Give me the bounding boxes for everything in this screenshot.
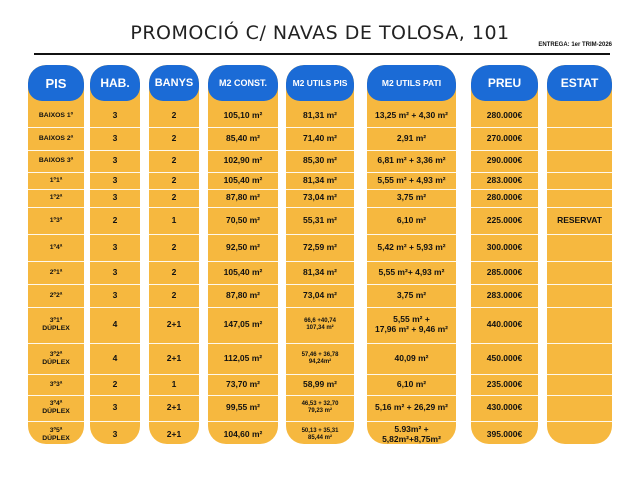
column-banys xyxy=(149,65,199,444)
cell-pis: BAIXOS 3ª xyxy=(38,157,74,165)
cell-m2pati: 6,81 m² + 3,36 m² xyxy=(377,155,446,166)
cell-pis: 2º2ª xyxy=(49,291,63,299)
cell-m2utils: 46,53 + 32,70 79,23 m² xyxy=(301,401,339,414)
cell-m2pati: 5,55 m² + 17,96 m² + 9,46 m² xyxy=(374,314,448,334)
cell-m2pati: 5,42 m² + 5,93 m² xyxy=(377,241,446,252)
cell-preu: 440.000€ xyxy=(486,319,523,330)
cell-m2utils: 73,04 m² xyxy=(302,192,338,203)
cell-m2const: 102,90 m² xyxy=(223,155,263,166)
cell-estat: RESERVAT xyxy=(557,214,602,225)
cell-preu: 430.000€ xyxy=(486,402,523,413)
cell-estat xyxy=(547,374,612,395)
cell-hab: 4 xyxy=(112,319,118,330)
cell-hab: 2 xyxy=(112,214,118,225)
cell-estat xyxy=(547,307,612,343)
cell-preu: 283.000€ xyxy=(486,174,523,185)
cell-hab: 3 xyxy=(112,132,118,143)
cell-m2const: 105,40 m² xyxy=(223,174,263,185)
cell-pis: BAIXOS 2ª xyxy=(38,134,74,142)
cell-banys: 2+1 xyxy=(166,402,182,413)
cell-pis: 1º4ª xyxy=(49,243,63,251)
cell-estat xyxy=(547,395,612,421)
cell-m2utils: 81,34 m² xyxy=(302,174,338,185)
cell-m2pati: 5.93m² + 5,82m²+8,75m² xyxy=(382,423,441,444)
title-underline xyxy=(34,53,610,55)
cell-m2utils: 57,46 + 36,78 94,24m² xyxy=(301,351,339,365)
cell-banys: 2 xyxy=(171,289,177,300)
cell-m2pati: 6,10 m² xyxy=(396,378,427,389)
cell-preu: 270.000€ xyxy=(486,132,523,143)
cell-m2const: 99,55 m² xyxy=(225,402,261,413)
cell-pis: 3º1ª DÚPLEX xyxy=(42,317,70,332)
cell-m2utils: 72,59 m² xyxy=(302,241,338,252)
cell-hab: 2 xyxy=(112,378,118,389)
cell-preu: 280.000€ xyxy=(486,192,523,203)
cell-estat xyxy=(547,261,612,284)
column-header-m2utils: M2 UTILS PIS xyxy=(286,65,354,101)
cell-estat xyxy=(547,172,612,189)
cell-hab: 4 xyxy=(112,352,118,363)
cell-pis: 3º4ª DÚPLEX xyxy=(42,400,70,415)
cell-m2utils: 71,40 m² xyxy=(302,132,338,143)
cell-preu: 280.000€ xyxy=(486,110,523,121)
cell-m2const: 87,80 m² xyxy=(225,192,261,203)
cell-pis: BAIXOS 1º xyxy=(38,112,74,120)
cell-estat xyxy=(547,343,612,374)
cell-banys: 2+1 xyxy=(166,352,182,363)
cell-banys: 2 xyxy=(171,192,177,203)
cell-estat xyxy=(547,105,612,127)
column-preu xyxy=(471,65,538,444)
cell-banys: 2 xyxy=(171,155,177,166)
cell-banys: 2+1 xyxy=(166,319,182,330)
delivery-date-label: ENTREGA: 1er TRIM-2026 xyxy=(538,42,612,48)
cell-m2const: 105,40 m² xyxy=(223,266,263,277)
column-header-hab: HAB. xyxy=(90,65,140,101)
column-header-banys: BANYS xyxy=(149,65,199,101)
cell-m2const: 147,05 m² xyxy=(223,319,263,330)
cell-m2pati: 3,75 m² xyxy=(396,289,427,300)
cell-m2const: 105,10 m² xyxy=(223,110,263,121)
column-header-m2const: M2 CONST. xyxy=(208,65,278,101)
cell-preu: 300.000€ xyxy=(486,241,523,252)
cell-m2utils: 73,04 m² xyxy=(302,289,338,300)
cell-banys: 2+1 xyxy=(166,428,182,439)
cell-m2pati: 3,75 m² xyxy=(396,192,427,203)
cell-banys: 2 xyxy=(171,266,177,277)
column-header-pis: PIS xyxy=(28,65,84,101)
cell-preu: 235.000€ xyxy=(486,378,523,389)
cell-estat xyxy=(547,234,612,261)
cell-estat xyxy=(547,150,612,172)
cell-estat xyxy=(547,284,612,307)
cell-hab: 3 xyxy=(112,174,118,185)
cell-estat xyxy=(547,127,612,150)
cell-preu: 225.000€ xyxy=(486,214,523,225)
cell-m2pati: 5,16 m² + 26,29 m² xyxy=(374,402,448,413)
cell-hab: 3 xyxy=(112,110,118,121)
cell-m2utils: 81,34 m² xyxy=(302,266,338,277)
cell-m2pati: 5,55 m² + 4,93 m² xyxy=(377,174,446,185)
cell-pis: 1º3ª xyxy=(49,216,63,224)
cell-hab: 3 xyxy=(112,155,118,166)
cell-m2const: 104,60 m² xyxy=(223,428,263,439)
cell-preu: 450.000€ xyxy=(486,352,523,363)
cell-m2utils: 81,31 m² xyxy=(302,110,338,121)
page-title: PROMOCIÓ C/ NAVAS DE TOLOSA, 101 xyxy=(130,22,510,44)
cell-banys: 1 xyxy=(171,378,177,389)
cell-estat xyxy=(547,421,612,444)
cell-hab: 3 xyxy=(112,266,118,277)
column-hab xyxy=(90,65,140,444)
cell-hab: 3 xyxy=(112,192,118,203)
cell-banys: 2 xyxy=(171,110,177,121)
cell-m2const: 92,50 m² xyxy=(225,241,261,252)
cell-pis: 3º5ª DÚPLEX xyxy=(42,426,70,442)
cell-pis: 1º2ª xyxy=(49,194,63,202)
column-m2utils xyxy=(286,65,354,444)
column-m2pati xyxy=(367,65,456,444)
cell-m2pati: 6,10 m² xyxy=(396,214,427,225)
column-m2const xyxy=(208,65,278,444)
column-header-estat: ESTAT xyxy=(547,65,612,101)
cell-m2pati: 2,91 m² xyxy=(396,132,427,143)
cell-preu: 290.000€ xyxy=(486,155,523,166)
cell-m2pati: 5,55 m²+ 4,93 m² xyxy=(378,266,445,277)
cell-preu: 285.000€ xyxy=(486,266,523,277)
cell-banys: 2 xyxy=(171,241,177,252)
cell-pis: 2º1ª xyxy=(49,268,63,276)
cell-m2utils: 55,31 m² xyxy=(302,214,338,225)
cell-m2const: 73,70 m² xyxy=(225,378,261,389)
cell-hab: 3 xyxy=(112,289,118,300)
cell-m2const: 112,05 m² xyxy=(223,352,263,363)
cell-banys: 2 xyxy=(171,132,177,143)
column-pis xyxy=(28,65,84,444)
cell-pis: 1º1ª xyxy=(49,176,63,184)
cell-m2const: 85,40 m² xyxy=(225,132,261,143)
cell-pis: 3º3ª xyxy=(49,380,63,388)
cell-m2pati: 40,09 m² xyxy=(394,352,429,363)
cell-banys: 2 xyxy=(171,174,177,185)
cell-hab: 3 xyxy=(112,402,118,413)
cell-m2utils: 85,30 m² xyxy=(302,155,338,166)
cell-m2utils: 50,13 + 35,31 85,44 m² xyxy=(301,427,339,441)
cell-hab: 3 xyxy=(112,241,118,252)
cell-m2utils: 58,99 m² xyxy=(302,378,338,389)
cell-pis: 3º2ª DÚPLEX xyxy=(42,350,70,366)
cell-hab: 3 xyxy=(112,428,118,439)
cell-m2pati: 13,25 m² + 4,30 m² xyxy=(374,110,448,121)
cell-estat xyxy=(547,189,612,207)
cell-m2const: 70,50 m² xyxy=(225,214,261,225)
cell-preu: 283.000€ xyxy=(486,289,523,300)
cell-m2const: 87,80 m² xyxy=(225,289,261,300)
column-estat xyxy=(547,65,612,444)
column-header-m2pati: M2 UTILS PATI xyxy=(367,65,456,101)
cell-preu: 395.000€ xyxy=(486,428,523,439)
cell-m2utils: 66,6 +40,74 107,34 m² xyxy=(304,318,336,331)
cell-banys: 1 xyxy=(171,214,177,225)
column-header-preu: PREU xyxy=(471,65,538,101)
